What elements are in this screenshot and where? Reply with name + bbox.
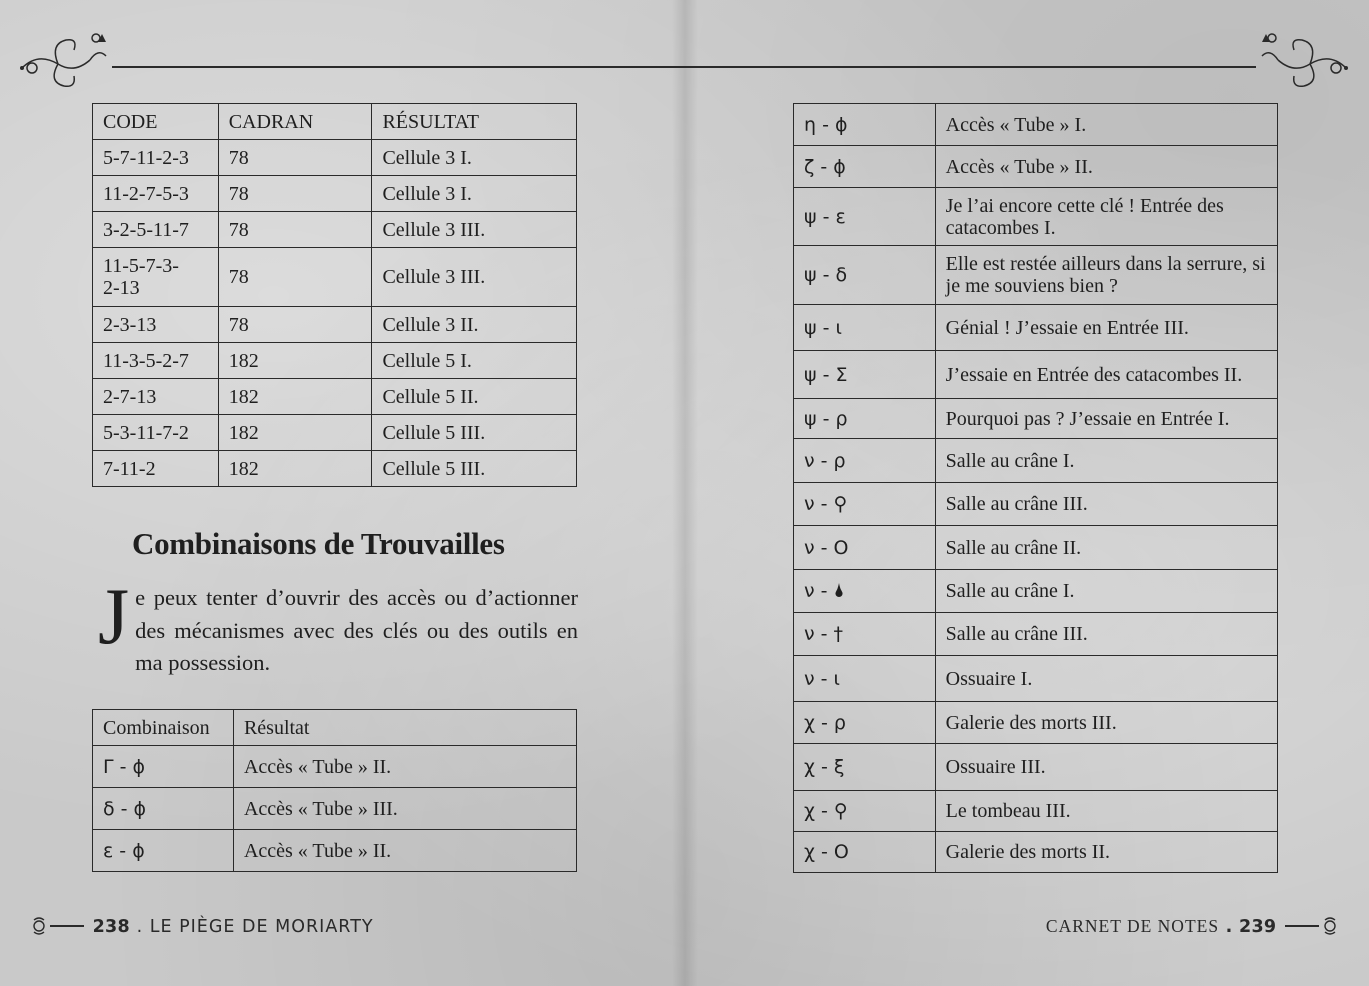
combination-cell: ν - O xyxy=(794,526,936,570)
combination-cell: ζ - ϕ xyxy=(794,146,936,188)
table-row xyxy=(93,788,577,830)
combination-cell: ν - ρ xyxy=(794,439,936,483)
left-footer xyxy=(30,916,374,937)
cadran-cell: 78 xyxy=(218,140,372,176)
result-cell: Cellule 3 III. xyxy=(372,212,577,248)
code-cell: 2-7-13 xyxy=(93,379,219,415)
result-cell: Accès « Tube » III. xyxy=(233,788,576,830)
result-cell: Cellule 3 I. xyxy=(372,176,577,212)
combination-cell: ν - 🌢 xyxy=(794,570,936,613)
cadran-cell: 182 xyxy=(218,415,372,451)
code-cell: 11-5-7-3- 2-13 xyxy=(93,248,219,307)
table-row xyxy=(794,526,1278,570)
result-cell: Cellule 3 III. xyxy=(372,248,577,307)
table-row xyxy=(794,702,1278,744)
cadran-cell: 182 xyxy=(218,451,372,487)
table-row xyxy=(93,343,577,379)
table-row xyxy=(93,746,577,788)
result-cell: Cellule 3 II. xyxy=(372,307,577,343)
footer-ornament-icon xyxy=(1283,916,1339,936)
code-cell: 11-3-5-2-7 xyxy=(93,343,219,379)
result-cell: Cellule 5 III. xyxy=(372,415,577,451)
result-cell: Cellule 3 I. xyxy=(372,140,577,176)
table-row xyxy=(93,830,577,872)
table-row xyxy=(794,146,1278,188)
result-cell: Salle au crâne I. xyxy=(935,570,1277,613)
intro-text: e peux tenter d’ouvrir des accès ou d’actionner des mécanismes avec des clés ou des outils en ma possession. xyxy=(135,585,578,675)
combination-cell: ψ - ε xyxy=(794,188,936,246)
page-number: . 239 xyxy=(1225,917,1277,937)
combination-table-continued xyxy=(793,103,1278,873)
combination-cell: χ - O xyxy=(794,832,936,873)
cadran-cell: 182 xyxy=(218,343,372,379)
combination-cell: δ - ϕ xyxy=(93,788,234,830)
table-row xyxy=(93,176,577,212)
code-table xyxy=(92,103,577,487)
result-cell: Accès « Tube » II. xyxy=(233,746,576,788)
table-row xyxy=(794,188,1278,246)
combination-table xyxy=(92,709,577,872)
code-cell: 3-2-5-11-7 xyxy=(93,212,219,248)
result-cell: Ossuaire III. xyxy=(935,744,1277,791)
combination-cell: ν - ι xyxy=(794,656,936,702)
table-row xyxy=(794,399,1278,439)
header-combinaison: Combinaison xyxy=(93,710,234,746)
result-cell: Salle au crâne III. xyxy=(935,613,1277,656)
combination-cell: ψ - ι xyxy=(794,305,936,351)
table-row xyxy=(794,305,1278,351)
header-cadran: CADRAN xyxy=(218,104,372,140)
running-title: CARNET DE NOTES xyxy=(1045,916,1220,936)
table-row xyxy=(794,613,1278,656)
combination-cell: ψ - Σ xyxy=(794,351,936,399)
table-row xyxy=(794,744,1278,791)
code-cell: 7-11-2 xyxy=(93,451,219,487)
result-cell: Elle est restée ailleurs dans la serrure, si je me souviens bien ? xyxy=(935,246,1277,305)
flourish-ornament-icon xyxy=(18,30,112,94)
combination-cell: χ - ξ xyxy=(794,744,936,791)
running-title: . LE PIÈGE DE MORIARTY xyxy=(136,917,374,937)
result-cell: Pourquoi pas ? J’essaie en Entrée I. xyxy=(935,399,1277,439)
result-cell: Galerie des morts III. xyxy=(935,702,1277,744)
footer-ornament-icon xyxy=(30,916,86,936)
table-row xyxy=(93,248,577,307)
result-cell: Cellule 5 II. xyxy=(372,379,577,415)
flourish-ornament-icon xyxy=(1256,30,1350,94)
cadran-cell: 78 xyxy=(218,212,372,248)
result-cell: Le tombeau III. xyxy=(935,791,1277,832)
code-cell: 11-2-7-5-3 xyxy=(93,176,219,212)
result-cell: Ossuaire I. xyxy=(935,656,1277,702)
cadran-cell: 78 xyxy=(218,248,372,307)
result-cell: Galerie des morts II. xyxy=(935,832,1277,873)
drop-cap: J xyxy=(98,573,130,661)
header-rule xyxy=(112,66,684,68)
table-row xyxy=(93,451,577,487)
table-header-row xyxy=(93,104,577,140)
cadran-cell: 78 xyxy=(218,307,372,343)
combination-cell: ε - ϕ xyxy=(93,830,234,872)
left-page xyxy=(0,0,684,986)
result-cell: J’essaie en Entrée des catacombes II. xyxy=(935,351,1277,399)
table-row xyxy=(93,379,577,415)
table-row xyxy=(794,570,1278,613)
header-resultat: RÉSULTAT xyxy=(372,104,577,140)
result-cell: Salle au crâne II. xyxy=(935,526,1277,570)
table-row xyxy=(93,415,577,451)
right-footer xyxy=(1046,916,1339,937)
result-cell: Accès « Tube » I. xyxy=(935,104,1277,146)
table-row xyxy=(93,307,577,343)
intro-paragraph xyxy=(92,573,578,680)
table-row xyxy=(93,212,577,248)
combination-cell: χ - ⚲ xyxy=(794,791,936,832)
code-cell: 2-3-13 xyxy=(93,307,219,343)
result-cell: Cellule 5 I. xyxy=(372,343,577,379)
result-cell: Accès « Tube » II. xyxy=(935,146,1277,188)
table-row xyxy=(794,439,1278,483)
combination-cell: η - ϕ xyxy=(794,104,936,146)
table-row xyxy=(794,351,1278,399)
code-cell: 5-3-11-7-2 xyxy=(93,415,219,451)
combination-cell: Γ - ϕ xyxy=(93,746,234,788)
result-cell: Je l’ai encore cette clé ! Entrée des catacombes I. xyxy=(935,188,1277,246)
header-code: CODE xyxy=(93,104,219,140)
table-row xyxy=(794,104,1278,146)
result-cell: Cellule 5 III. xyxy=(372,451,577,487)
table-row xyxy=(794,483,1278,526)
page-number: 238 xyxy=(92,917,131,937)
combination-cell: ψ - ρ xyxy=(794,399,936,439)
result-cell: Salle au crâne I. xyxy=(935,439,1277,483)
table-row xyxy=(794,791,1278,832)
header-rule xyxy=(684,66,1256,68)
combination-cell: χ - ρ xyxy=(794,702,936,744)
table-row xyxy=(794,246,1278,305)
table-row xyxy=(93,140,577,176)
right-page xyxy=(684,0,1369,986)
result-cell: Accès « Tube » II. xyxy=(233,830,576,872)
result-cell: Génial ! J’essaie en Entrée III. xyxy=(935,305,1277,351)
cadran-cell: 78 xyxy=(218,176,372,212)
table-row xyxy=(794,832,1278,873)
table-row xyxy=(794,656,1278,702)
cadran-cell: 182 xyxy=(218,379,372,415)
code-cell: 5-7-11-2-3 xyxy=(93,140,219,176)
header-resultat: Résultat xyxy=(233,710,576,746)
combination-cell: ν - † xyxy=(794,613,936,656)
section-title: Combinaisons de Trouvailles xyxy=(132,526,505,561)
table-header-row xyxy=(93,710,577,746)
combination-cell: ν - ⚲ xyxy=(794,483,936,526)
combination-cell: ψ - δ xyxy=(794,246,936,305)
result-cell: Salle au crâne III. xyxy=(935,483,1277,526)
